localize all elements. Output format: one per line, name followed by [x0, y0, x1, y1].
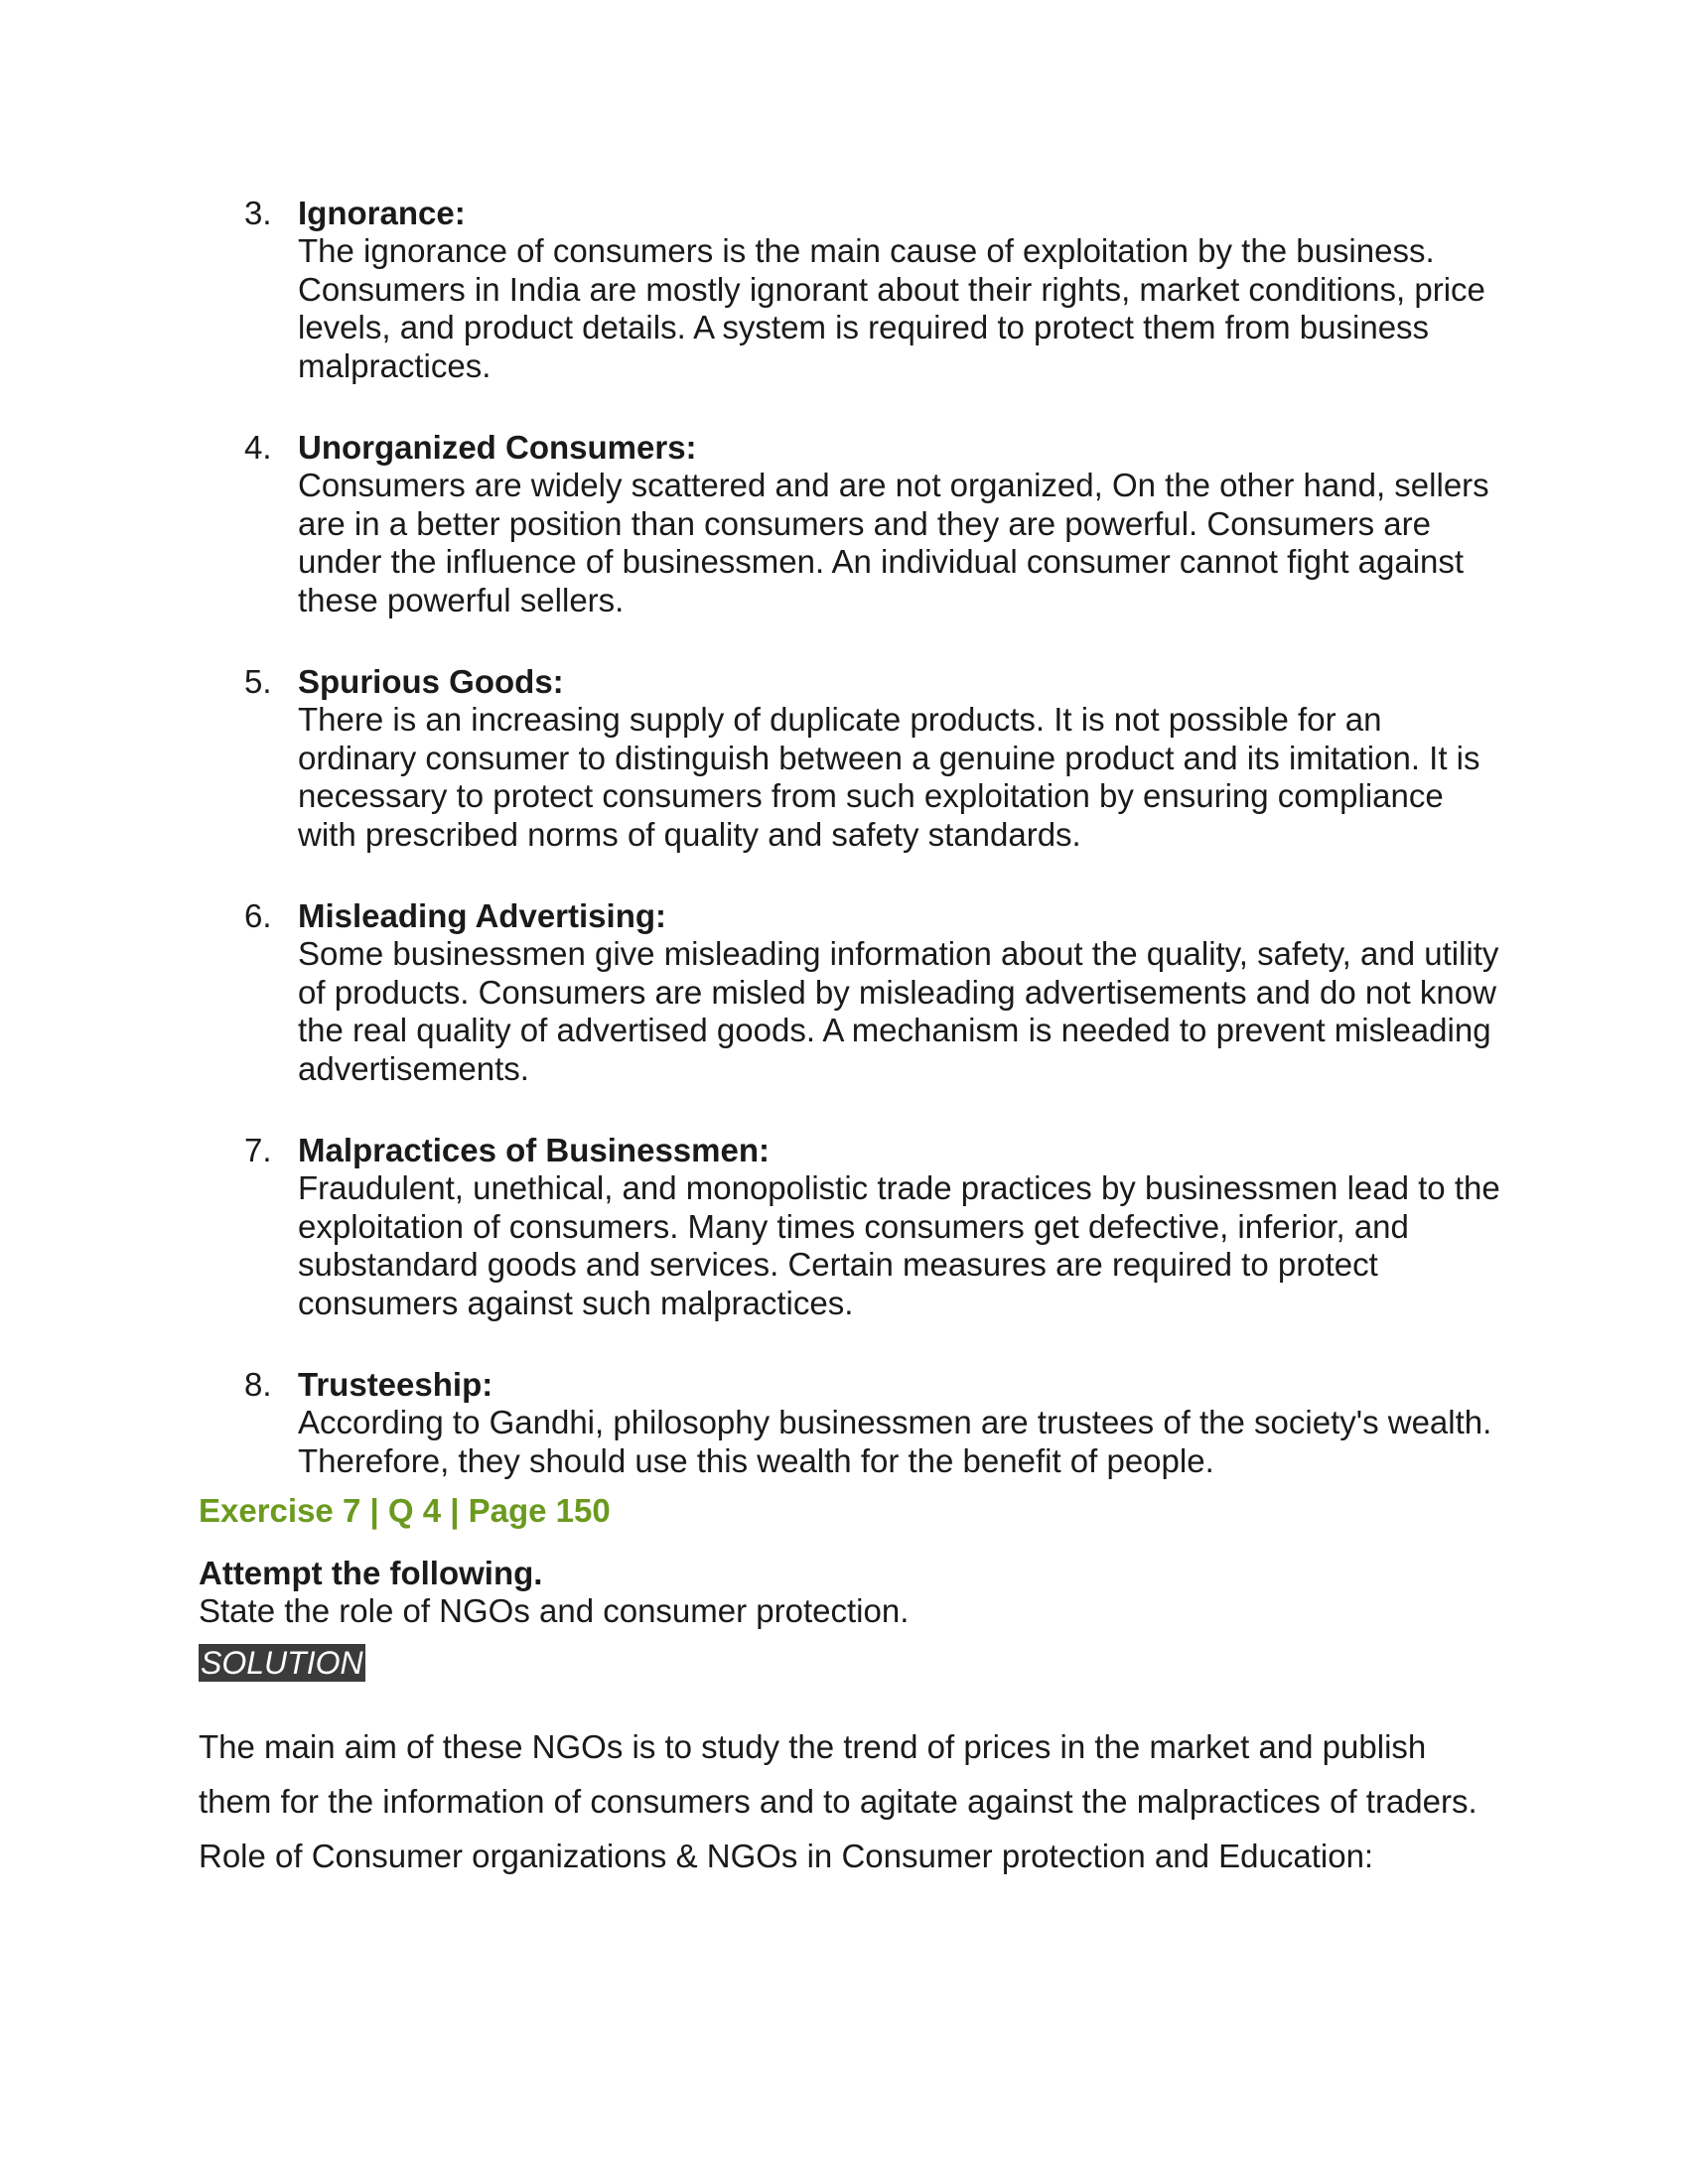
question-text: State the role of NGOs and consumer protection. [199, 1592, 910, 1629]
list-item-body: Some businessmen give misleading information about the quality, safety, and utility of products. Consumers are misled by misleading advertisements and do not know the real quality of advertised goods. A mechanism is needed to prevent misleading advertisements. [298, 935, 1499, 1087]
exercise-heading: Exercise 7 | Q 4 | Page 150 [199, 1492, 611, 1529]
list-item-title: Malpractices of Businessmen: [298, 1132, 770, 1168]
list-item-number: 4. [244, 429, 272, 466]
list-item-number: 8. [244, 1366, 272, 1403]
list-item-number: 5. [244, 663, 272, 700]
list-item-body: Consumers are widely scattered and are not organized, On the other hand, sellers are in a better position than consumers and they are powerful. Consumers are under the influence of businessmen. An individual consumer cannot fight against these powerful sellers. [298, 467, 1489, 618]
list-item-title: Misleading Advertising: [298, 897, 666, 934]
list-item-body: Fraudulent, unethical, and monopolistic trade practices by businessmen lead to the exploitation of consumers. Many times consumers get defective, inferior, and substandard goods and services. Certain measures are required to protect consumers against such malpractices. [298, 1169, 1500, 1321]
list-item [244, 195, 1505, 385]
list-item-title: Trusteeship: [298, 1366, 493, 1403]
list-item-body: There is an increasing supply of duplicate products. It is not possible for an ordinary consumer to distinguish between a genuine product and its imitation. It is necessary to protect consumers from such exploitation by ensuring compliance with prescribed norms of quality and safety standards. [298, 701, 1480, 853]
list-item [244, 663, 1505, 854]
reasons-list [244, 195, 1505, 1524]
list-item-body: According to Gandhi, philosophy businessmen are trustees of the society's wealth. Therefore, they should use this wealth for the benefit of people. [298, 1404, 1492, 1479]
list-item-title: Ignorance: [298, 195, 466, 231]
list-item [244, 1132, 1505, 1322]
list-item [244, 1366, 1505, 1480]
question-block [199, 1555, 1489, 1630]
list-item-number: 3. [244, 195, 272, 231]
list-item-title: Spurious Goods: [298, 663, 564, 700]
list-item-body: The ignorance of consumers is the main cause of exploitation by the business. Consumers in India are mostly ignorant about their rights, market conditions, price levels, and product details. A system is required to protect them from business malpractices. [298, 232, 1485, 384]
list-item [244, 429, 1505, 619]
list-item-title: Unorganized Consumers: [298, 429, 697, 466]
question-label: Attempt the following. [199, 1555, 543, 1591]
solution-text: The main aim of these NGOs is to study the trend of prices in the market and publish them for the information of consumers and to agitate against the malpractices of traders. Role of Consumer organizations & NGOs in Consumer protection and Education: [199, 1728, 1477, 1874]
list-item-number: 6. [244, 897, 272, 934]
list-item [244, 897, 1505, 1088]
list-item-number: 7. [244, 1132, 272, 1168]
solution-badge: SOLUTION [201, 1645, 363, 1681]
